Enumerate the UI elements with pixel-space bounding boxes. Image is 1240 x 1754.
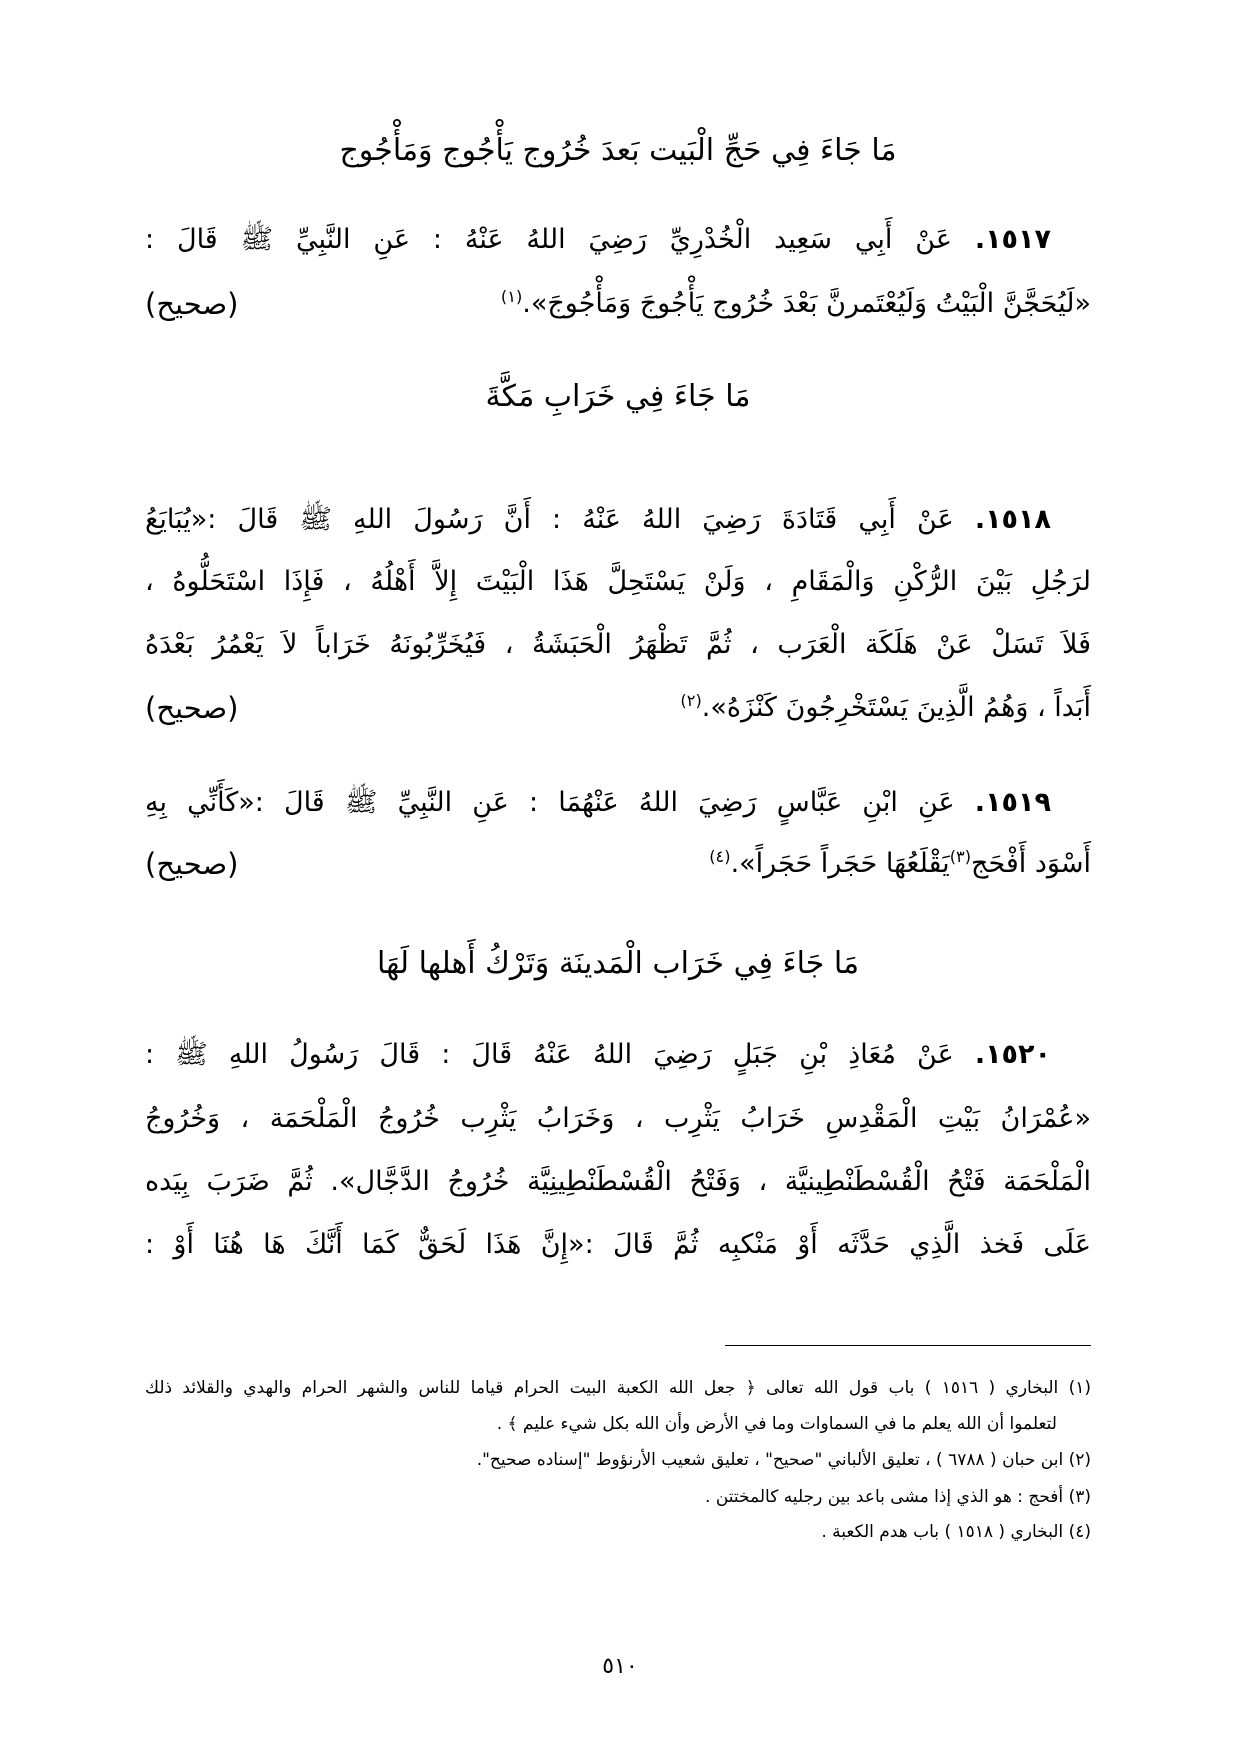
hadith-text: «عُمْرَانُ بَيْتِ الْمَقْدِسِ خَرَابُ يَثْرِب ، وَخَرَابُ يَثْرِب خُرُوجُ الْمَلْحَمَة ، وَخُرُوجُ xyxy=(145,1103,1091,1134)
footnote-ref: (١) xyxy=(500,287,523,306)
hadith-text: عَنْ أَبِي قَتَادَةَ رَضِيَ اللهُ عَنْهُ : أَنَّ رَسُولَ اللهِ ﷺ قَالَ :«يُبَايَعُ xyxy=(145,504,954,535)
hadith-text: عَنِ ابْنِ عَبَّاسٍ رَضِيَ اللهُ عَنْهُمَا : عَنِ النَّبِيِّ ﷺ قَالَ :«كَأَنِّي بِهِ xyxy=(145,787,955,818)
hadith-number: ١٥١٧. xyxy=(974,224,1051,255)
footnote-4 xyxy=(145,1514,1091,1550)
section-heading: مَا جَاءَ فِي خَرَاب الْمَدينَة وَتَرْكُ أَهلها لَهَا xyxy=(376,946,860,981)
hadith-grade: (صحيح) xyxy=(145,691,239,725)
hadith-1518-line-2 xyxy=(145,552,1091,612)
hadith-text: فَلاَ تَسَلْ عَنْ هَلَكَة الْعَرَب ، ثُمَّ تَظْهَرُ الْحَبَشَةُ ، فَيُخَرِّبُونَهُ خَرَاباً لاَ يَعْمُرُ بَعْدَهُ xyxy=(145,629,1091,660)
hadith-text: الْمَلْحَمَة فَتْحُ الْقُسْطَنْطِينيَّة ، وَفَتْحُ الْقُسْطَنْطِينِيَّة خُرُوجُ الدَّجَّال». ثُمَّ ضَرَبَ بِيَده xyxy=(145,1166,1091,1197)
section-heading: مَا جَاءَ فِي حَجِّ الْبَيت بَعدَ خُرُوج يَأْجُوج وَمَأْجُوج xyxy=(339,133,897,168)
hadith-1517-line-1 xyxy=(145,210,1091,270)
hadith-1520-line-2 xyxy=(145,1089,1091,1149)
footnote-2 xyxy=(145,1442,1091,1478)
footnote-marker: (٣) xyxy=(1068,1487,1091,1507)
footnote-text: لتعلموا أن الله يعلم ما في السماوات وما في الأرض وأن الله بكل شيء عليم ﴾ . xyxy=(496,1414,1057,1434)
hadith-1519-line-2 xyxy=(145,834,1091,894)
hadith-1518-line-4 xyxy=(145,678,1091,738)
hadith-1520-line-3 xyxy=(145,1152,1091,1212)
hadith-text: عَنْ أَبِي سَعِيد الْخُدْرِيِّ رَضِيَ اللهُ عَنْهُ : عَنِ النَّبِيِّ ﷺ قَالَ : xyxy=(145,224,952,255)
footnote-marker: (٢) xyxy=(1068,1450,1091,1470)
hadith-text-wrap xyxy=(680,678,1091,738)
footnote-separator xyxy=(725,1345,1091,1346)
hadith-text: عَنْ مُعَاذِ بْنِ جَبَلٍ رَضِيَ اللهُ عَنْهُ قَالَ : قَالَ رَسُولُ اللهِ ﷺ : xyxy=(145,1039,954,1070)
section-heading: مَا جَاءَ فِي خَرَابِ مَكَّةَ xyxy=(485,379,751,414)
hadith-text: أَسْوَد أَفْحَج xyxy=(971,848,1091,879)
footnote-ref: (٣) xyxy=(949,847,972,866)
hadith-1519-line-1 xyxy=(145,773,1091,833)
hadith-grade: (صحيح) xyxy=(145,287,239,321)
footnote-1-line-2 xyxy=(145,1406,1091,1442)
hadith-number: ١٥١٨. xyxy=(974,504,1051,535)
footnote-text: البخاري ( ١٥١٦ ) باب قول الله تعالى ﴿ جعل الله الكعبة البيت الحرام قياما للناس والشهر الحرام والهدي والقلائد ذلك xyxy=(145,1378,1059,1398)
hadith-text: لرَجُلِ بَيْنَ الرُّكْنِ وَالْمَقَامِ ، وَلَنْ يَسْتَحِلَّ هَذَا الْبَيْتَ إِلاَّ أَهْلُهُ ، فَإِذَا اسْتَحَلُّوهُ ، xyxy=(145,566,1091,597)
footnote-text: أفحج : هو الذي إذا مشى باعد بين رجليه كالمختتن . xyxy=(705,1487,1064,1507)
hadith-text: أَبَداً ، وَهُمُ الَّذِينَ يَسْتَخْرِجُونَ كَنْزَهُ». xyxy=(701,692,1091,723)
footnote-3 xyxy=(145,1479,1091,1515)
hadith-grade: (صحيح) xyxy=(145,847,239,881)
hadith-1520-line-1 xyxy=(145,1025,1091,1085)
footnote-ref: (٢) xyxy=(680,691,702,710)
hadith-1517-line-2 xyxy=(145,274,1091,334)
footnote-text: ابن حبان ( ٦٧٨٨ ) ، تعليق الألباني "صحيح" ، تعليق شعيب الأرنؤوط "إسناده صحيح". xyxy=(476,1450,1064,1470)
footnote-marker: (١) xyxy=(1068,1378,1091,1398)
page-number: ٥١٠ xyxy=(602,1654,638,1679)
hadith-text-wrap xyxy=(501,274,1091,334)
hadith-text: عَلَى فَخذ الَّذِي حَدَّثَه أَوْ مَنْكبِه ثُمَّ قَالَ :«إِنَّ هَذَا لَحَقٌّ كَمَا أَنَّكَ هَا هُنَا أَوْ : xyxy=(145,1229,1091,1260)
footnote-text: البخاري ( ١٥١٨ ) باب هدم الكعبة . xyxy=(821,1522,1064,1542)
footnote-1-line-1 xyxy=(145,1370,1091,1406)
hadith-number: ١٥٢٠. xyxy=(974,1039,1051,1070)
hadith-text: «لَيُحَجَّنَّ الْبَيْتُ وَلَيُعْتَمرنَّ بَعْدَ خُرُوج يَأْجُوجَ وَمَأْجُوجَ». xyxy=(522,288,1091,319)
hadith-1520-line-4 xyxy=(145,1215,1091,1275)
hadith-text-wrap xyxy=(709,834,1091,894)
hadith-1518-line-3 xyxy=(145,615,1091,675)
footnote-ref: (٤) xyxy=(709,847,731,866)
hadith-number: ١٥١٩. xyxy=(974,787,1051,818)
footnote-marker: (٤) xyxy=(1068,1522,1091,1542)
hadith-1518-line-1 xyxy=(145,490,1091,550)
hadith-text: يَقْلَعُهَا حَجَراً حَجَراً». xyxy=(730,848,950,879)
